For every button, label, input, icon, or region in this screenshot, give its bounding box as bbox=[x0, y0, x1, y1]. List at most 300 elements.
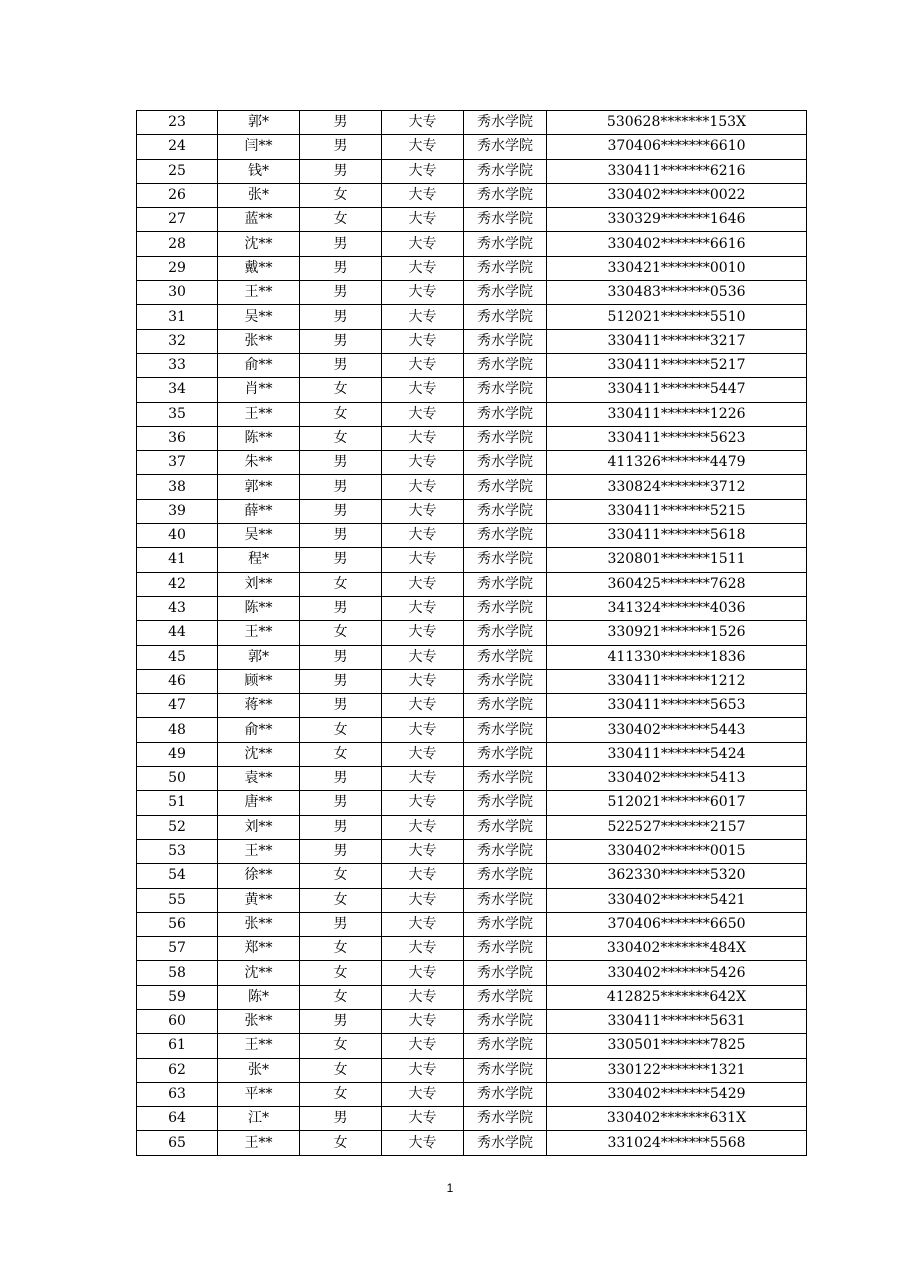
name-cell: 蒋** bbox=[218, 694, 300, 718]
education-cell: 大专 bbox=[382, 694, 464, 718]
id-number-cell: 330411*******5623 bbox=[547, 426, 807, 450]
roster-body bbox=[137, 111, 807, 1156]
id-number-cell: 330411*******5631 bbox=[547, 1009, 807, 1033]
row-number-cell: 47 bbox=[137, 694, 218, 718]
id-number-cell: 512021*******6017 bbox=[547, 791, 807, 815]
name-cell: 顾** bbox=[218, 669, 300, 693]
table-row bbox=[137, 937, 807, 961]
student-roster-table bbox=[136, 110, 807, 1156]
gender-cell: 男 bbox=[300, 256, 382, 280]
school-cell: 秀水学院 bbox=[464, 1107, 547, 1131]
school-cell: 秀水学院 bbox=[464, 645, 547, 669]
school-cell: 秀水学院 bbox=[464, 524, 547, 548]
row-number-cell: 29 bbox=[137, 256, 218, 280]
name-cell: 平** bbox=[218, 1082, 300, 1106]
row-number-cell: 65 bbox=[137, 1131, 218, 1155]
school-cell: 秀水学院 bbox=[464, 548, 547, 572]
table-row bbox=[137, 281, 807, 305]
gender-cell: 男 bbox=[300, 499, 382, 523]
row-number-cell: 63 bbox=[137, 1082, 218, 1106]
education-cell: 大专 bbox=[382, 159, 464, 183]
education-cell: 大专 bbox=[382, 451, 464, 475]
gender-cell: 女 bbox=[300, 985, 382, 1009]
name-cell: 徐** bbox=[218, 864, 300, 888]
table-row bbox=[137, 183, 807, 207]
education-cell: 大专 bbox=[382, 864, 464, 888]
table-row bbox=[137, 694, 807, 718]
name-cell: 袁** bbox=[218, 767, 300, 791]
table-row bbox=[137, 475, 807, 499]
education-cell: 大专 bbox=[382, 888, 464, 912]
page-number: 1 bbox=[446, 1181, 454, 1195]
row-number-cell: 27 bbox=[137, 208, 218, 232]
id-number-cell: 330402*******6616 bbox=[547, 232, 807, 256]
education-cell: 大专 bbox=[382, 475, 464, 499]
name-cell: 刘** bbox=[218, 815, 300, 839]
gender-cell: 女 bbox=[300, 937, 382, 961]
row-number-cell: 53 bbox=[137, 839, 218, 863]
id-number-cell: 330411*******5215 bbox=[547, 499, 807, 523]
table-row bbox=[137, 888, 807, 912]
education-cell: 大专 bbox=[382, 912, 464, 936]
education-cell: 大专 bbox=[382, 183, 464, 207]
table-row bbox=[137, 961, 807, 985]
name-cell: 郭** bbox=[218, 475, 300, 499]
school-cell: 秀水学院 bbox=[464, 888, 547, 912]
name-cell: 沈** bbox=[218, 961, 300, 985]
school-cell: 秀水学院 bbox=[464, 159, 547, 183]
table-row bbox=[137, 645, 807, 669]
gender-cell: 男 bbox=[300, 524, 382, 548]
education-cell: 大专 bbox=[382, 329, 464, 353]
gender-cell: 男 bbox=[300, 353, 382, 377]
name-cell: 沈** bbox=[218, 742, 300, 766]
table-row bbox=[137, 451, 807, 475]
row-number-cell: 39 bbox=[137, 499, 218, 523]
table-row bbox=[137, 864, 807, 888]
gender-cell: 男 bbox=[300, 135, 382, 159]
table-row bbox=[137, 499, 807, 523]
row-number-cell: 32 bbox=[137, 329, 218, 353]
gender-cell: 男 bbox=[300, 791, 382, 815]
education-cell: 大专 bbox=[382, 232, 464, 256]
gender-cell: 男 bbox=[300, 645, 382, 669]
education-cell: 大专 bbox=[382, 1058, 464, 1082]
id-number-cell: 330411*******1226 bbox=[547, 402, 807, 426]
id-number-cell: 330411*******5618 bbox=[547, 524, 807, 548]
row-number-cell: 42 bbox=[137, 572, 218, 596]
row-number-cell: 60 bbox=[137, 1009, 218, 1033]
education-cell: 大专 bbox=[382, 1034, 464, 1058]
table-row bbox=[137, 621, 807, 645]
table-row bbox=[137, 985, 807, 1009]
name-cell: 郑** bbox=[218, 937, 300, 961]
row-number-cell: 61 bbox=[137, 1034, 218, 1058]
education-cell: 大专 bbox=[382, 426, 464, 450]
id-number-cell: 362330*******5320 bbox=[547, 864, 807, 888]
education-cell: 大专 bbox=[382, 208, 464, 232]
gender-cell: 男 bbox=[300, 548, 382, 572]
gender-cell: 男 bbox=[300, 111, 382, 135]
id-number-cell: 330402*******0015 bbox=[547, 839, 807, 863]
table-row bbox=[137, 1082, 807, 1106]
id-number-cell: 330411*******3217 bbox=[547, 329, 807, 353]
id-number-cell: 522527*******2157 bbox=[547, 815, 807, 839]
id-number-cell: 330402*******5421 bbox=[547, 888, 807, 912]
id-number-cell: 330411*******1212 bbox=[547, 669, 807, 693]
row-number-cell: 52 bbox=[137, 815, 218, 839]
id-number-cell: 330329*******1646 bbox=[547, 208, 807, 232]
name-cell: 王** bbox=[218, 839, 300, 863]
education-cell: 大专 bbox=[382, 402, 464, 426]
education-cell: 大专 bbox=[382, 353, 464, 377]
school-cell: 秀水学院 bbox=[464, 353, 547, 377]
name-cell: 张* bbox=[218, 183, 300, 207]
table-row bbox=[137, 596, 807, 620]
school-cell: 秀水学院 bbox=[464, 961, 547, 985]
id-number-cell: 530628*******153X bbox=[547, 111, 807, 135]
row-number-cell: 59 bbox=[137, 985, 218, 1009]
table-row bbox=[137, 232, 807, 256]
school-cell: 秀水学院 bbox=[464, 256, 547, 280]
table-row bbox=[137, 718, 807, 742]
name-cell: 吴** bbox=[218, 305, 300, 329]
education-cell: 大专 bbox=[382, 135, 464, 159]
id-number-cell: 412825*******642X bbox=[547, 985, 807, 1009]
name-cell: 蓝** bbox=[218, 208, 300, 232]
school-cell: 秀水学院 bbox=[464, 596, 547, 620]
gender-cell: 女 bbox=[300, 742, 382, 766]
id-number-cell: 330402*******484X bbox=[547, 937, 807, 961]
id-number-cell: 331024*******5568 bbox=[547, 1131, 807, 1155]
name-cell: 薛** bbox=[218, 499, 300, 523]
education-cell: 大专 bbox=[382, 1009, 464, 1033]
school-cell: 秀水学院 bbox=[464, 839, 547, 863]
name-cell: 王** bbox=[218, 1131, 300, 1155]
table-row bbox=[137, 815, 807, 839]
id-number-cell: 330402*******5426 bbox=[547, 961, 807, 985]
school-cell: 秀水学院 bbox=[464, 402, 547, 426]
row-number-cell: 49 bbox=[137, 742, 218, 766]
school-cell: 秀水学院 bbox=[464, 669, 547, 693]
id-number-cell: 330483*******0536 bbox=[547, 281, 807, 305]
school-cell: 秀水学院 bbox=[464, 1058, 547, 1082]
name-cell: 俞** bbox=[218, 353, 300, 377]
row-number-cell: 44 bbox=[137, 621, 218, 645]
row-number-cell: 62 bbox=[137, 1058, 218, 1082]
id-number-cell: 330402*******5413 bbox=[547, 767, 807, 791]
table-row bbox=[137, 208, 807, 232]
gender-cell: 男 bbox=[300, 159, 382, 183]
gender-cell: 男 bbox=[300, 305, 382, 329]
row-number-cell: 25 bbox=[137, 159, 218, 183]
school-cell: 秀水学院 bbox=[464, 208, 547, 232]
education-cell: 大专 bbox=[382, 791, 464, 815]
gender-cell: 女 bbox=[300, 961, 382, 985]
id-number-cell: 330824*******3712 bbox=[547, 475, 807, 499]
table-row bbox=[137, 742, 807, 766]
name-cell: 郭* bbox=[218, 645, 300, 669]
table-row bbox=[137, 1058, 807, 1082]
education-cell: 大专 bbox=[382, 718, 464, 742]
name-cell: 沈** bbox=[218, 232, 300, 256]
school-cell: 秀水学院 bbox=[464, 864, 547, 888]
table-row bbox=[137, 159, 807, 183]
table-row bbox=[137, 767, 807, 791]
education-cell: 大专 bbox=[382, 937, 464, 961]
school-cell: 秀水学院 bbox=[464, 135, 547, 159]
school-cell: 秀水学院 bbox=[464, 111, 547, 135]
education-cell: 大专 bbox=[382, 256, 464, 280]
gender-cell: 男 bbox=[300, 815, 382, 839]
gender-cell: 女 bbox=[300, 1034, 382, 1058]
table-row bbox=[137, 1034, 807, 1058]
education-cell: 大专 bbox=[382, 669, 464, 693]
school-cell: 秀水学院 bbox=[464, 1034, 547, 1058]
education-cell: 大专 bbox=[382, 767, 464, 791]
id-number-cell: 360425*******7628 bbox=[547, 572, 807, 596]
school-cell: 秀水学院 bbox=[464, 937, 547, 961]
id-number-cell: 330402*******0022 bbox=[547, 183, 807, 207]
row-number-cell: 26 bbox=[137, 183, 218, 207]
gender-cell: 女 bbox=[300, 864, 382, 888]
name-cell: 陈** bbox=[218, 596, 300, 620]
id-number-cell: 330411*******5653 bbox=[547, 694, 807, 718]
education-cell: 大专 bbox=[382, 378, 464, 402]
school-cell: 秀水学院 bbox=[464, 985, 547, 1009]
school-cell: 秀水学院 bbox=[464, 305, 547, 329]
name-cell: 肖** bbox=[218, 378, 300, 402]
name-cell: 黄** bbox=[218, 888, 300, 912]
row-number-cell: 37 bbox=[137, 451, 218, 475]
school-cell: 秀水学院 bbox=[464, 183, 547, 207]
name-cell: 钱* bbox=[218, 159, 300, 183]
row-number-cell: 45 bbox=[137, 645, 218, 669]
table-row bbox=[137, 1107, 807, 1131]
row-number-cell: 24 bbox=[137, 135, 218, 159]
name-cell: 陈* bbox=[218, 985, 300, 1009]
school-cell: 秀水学院 bbox=[464, 767, 547, 791]
school-cell: 秀水学院 bbox=[464, 742, 547, 766]
education-cell: 大专 bbox=[382, 572, 464, 596]
gender-cell: 女 bbox=[300, 718, 382, 742]
gender-cell: 女 bbox=[300, 1058, 382, 1082]
table-row bbox=[137, 572, 807, 596]
name-cell: 陈** bbox=[218, 426, 300, 450]
school-cell: 秀水学院 bbox=[464, 718, 547, 742]
table-row bbox=[137, 329, 807, 353]
id-number-cell: 330411*******5447 bbox=[547, 378, 807, 402]
table-row bbox=[137, 402, 807, 426]
table-row bbox=[137, 524, 807, 548]
row-number-cell: 51 bbox=[137, 791, 218, 815]
table-row bbox=[137, 353, 807, 377]
school-cell: 秀水学院 bbox=[464, 1009, 547, 1033]
table-row bbox=[137, 839, 807, 863]
table-row bbox=[137, 378, 807, 402]
table-row bbox=[137, 669, 807, 693]
row-number-cell: 57 bbox=[137, 937, 218, 961]
education-cell: 大专 bbox=[382, 985, 464, 1009]
row-number-cell: 56 bbox=[137, 912, 218, 936]
row-number-cell: 30 bbox=[137, 281, 218, 305]
gender-cell: 女 bbox=[300, 1082, 382, 1106]
gender-cell: 男 bbox=[300, 767, 382, 791]
row-number-cell: 34 bbox=[137, 378, 218, 402]
row-number-cell: 46 bbox=[137, 669, 218, 693]
name-cell: 闫** bbox=[218, 135, 300, 159]
name-cell: 王** bbox=[218, 621, 300, 645]
school-cell: 秀水学院 bbox=[464, 621, 547, 645]
education-cell: 大专 bbox=[382, 621, 464, 645]
id-number-cell: 330411*******5217 bbox=[547, 353, 807, 377]
table-row bbox=[137, 135, 807, 159]
gender-cell: 女 bbox=[300, 621, 382, 645]
id-number-cell: 330411*******5424 bbox=[547, 742, 807, 766]
gender-cell: 男 bbox=[300, 694, 382, 718]
id-number-cell: 512021*******5510 bbox=[547, 305, 807, 329]
school-cell: 秀水学院 bbox=[464, 475, 547, 499]
gender-cell: 女 bbox=[300, 1131, 382, 1155]
name-cell: 唐** bbox=[218, 791, 300, 815]
table-row bbox=[137, 111, 807, 135]
table-row bbox=[137, 548, 807, 572]
school-cell: 秀水学院 bbox=[464, 572, 547, 596]
id-number-cell: 370406*******6650 bbox=[547, 912, 807, 936]
row-number-cell: 55 bbox=[137, 888, 218, 912]
name-cell: 俞** bbox=[218, 718, 300, 742]
school-cell: 秀水学院 bbox=[464, 1082, 547, 1106]
id-number-cell: 411330*******1836 bbox=[547, 645, 807, 669]
school-cell: 秀水学院 bbox=[464, 1131, 547, 1155]
row-number-cell: 64 bbox=[137, 1107, 218, 1131]
table-row bbox=[137, 305, 807, 329]
row-number-cell: 31 bbox=[137, 305, 218, 329]
gender-cell: 男 bbox=[300, 451, 382, 475]
id-number-cell: 370406*******6610 bbox=[547, 135, 807, 159]
gender-cell: 女 bbox=[300, 378, 382, 402]
id-number-cell: 330402*******631X bbox=[547, 1107, 807, 1131]
id-number-cell: 330501*******7825 bbox=[547, 1034, 807, 1058]
education-cell: 大专 bbox=[382, 305, 464, 329]
gender-cell: 男 bbox=[300, 329, 382, 353]
gender-cell: 女 bbox=[300, 183, 382, 207]
table-row bbox=[137, 1009, 807, 1033]
row-number-cell: 23 bbox=[137, 111, 218, 135]
education-cell: 大专 bbox=[382, 1131, 464, 1155]
name-cell: 王** bbox=[218, 1034, 300, 1058]
school-cell: 秀水学院 bbox=[464, 499, 547, 523]
row-number-cell: 38 bbox=[137, 475, 218, 499]
education-cell: 大专 bbox=[382, 499, 464, 523]
name-cell: 张* bbox=[218, 1058, 300, 1082]
name-cell: 王** bbox=[218, 402, 300, 426]
name-cell: 张** bbox=[218, 329, 300, 353]
school-cell: 秀水学院 bbox=[464, 232, 547, 256]
school-cell: 秀水学院 bbox=[464, 426, 547, 450]
name-cell: 朱** bbox=[218, 451, 300, 475]
education-cell: 大专 bbox=[382, 524, 464, 548]
row-number-cell: 35 bbox=[137, 402, 218, 426]
table-row bbox=[137, 912, 807, 936]
row-number-cell: 54 bbox=[137, 864, 218, 888]
gender-cell: 男 bbox=[300, 281, 382, 305]
id-number-cell: 411326*******4479 bbox=[547, 451, 807, 475]
id-number-cell: 330421*******0010 bbox=[547, 256, 807, 280]
school-cell: 秀水学院 bbox=[464, 912, 547, 936]
table-row bbox=[137, 256, 807, 280]
gender-cell: 男 bbox=[300, 1009, 382, 1033]
education-cell: 大专 bbox=[382, 645, 464, 669]
gender-cell: 男 bbox=[300, 669, 382, 693]
gender-cell: 男 bbox=[300, 839, 382, 863]
row-number-cell: 58 bbox=[137, 961, 218, 985]
education-cell: 大专 bbox=[382, 961, 464, 985]
gender-cell: 女 bbox=[300, 888, 382, 912]
education-cell: 大专 bbox=[382, 548, 464, 572]
gender-cell: 男 bbox=[300, 232, 382, 256]
gender-cell: 男 bbox=[300, 475, 382, 499]
id-number-cell: 341324*******4036 bbox=[547, 596, 807, 620]
education-cell: 大专 bbox=[382, 815, 464, 839]
name-cell: 张** bbox=[218, 912, 300, 936]
education-cell: 大专 bbox=[382, 111, 464, 135]
table-row bbox=[137, 791, 807, 815]
name-cell: 刘** bbox=[218, 572, 300, 596]
id-number-cell: 330122*******1321 bbox=[547, 1058, 807, 1082]
row-number-cell: 33 bbox=[137, 353, 218, 377]
gender-cell: 男 bbox=[300, 596, 382, 620]
row-number-cell: 43 bbox=[137, 596, 218, 620]
school-cell: 秀水学院 bbox=[464, 451, 547, 475]
name-cell: 王** bbox=[218, 281, 300, 305]
table-row bbox=[137, 1131, 807, 1155]
school-cell: 秀水学院 bbox=[464, 378, 547, 402]
id-number-cell: 330921*******1526 bbox=[547, 621, 807, 645]
school-cell: 秀水学院 bbox=[464, 281, 547, 305]
school-cell: 秀水学院 bbox=[464, 329, 547, 353]
education-cell: 大专 bbox=[382, 1082, 464, 1106]
name-cell: 吴** bbox=[218, 524, 300, 548]
gender-cell: 女 bbox=[300, 402, 382, 426]
education-cell: 大专 bbox=[382, 1107, 464, 1131]
name-cell: 戴** bbox=[218, 256, 300, 280]
table-row bbox=[137, 426, 807, 450]
id-number-cell: 330402*******5443 bbox=[547, 718, 807, 742]
name-cell: 张** bbox=[218, 1009, 300, 1033]
id-number-cell: 320801*******1511 bbox=[547, 548, 807, 572]
education-cell: 大专 bbox=[382, 839, 464, 863]
name-cell: 江* bbox=[218, 1107, 300, 1131]
row-number-cell: 40 bbox=[137, 524, 218, 548]
gender-cell: 男 bbox=[300, 912, 382, 936]
row-number-cell: 28 bbox=[137, 232, 218, 256]
education-cell: 大专 bbox=[382, 596, 464, 620]
row-number-cell: 36 bbox=[137, 426, 218, 450]
row-number-cell: 48 bbox=[137, 718, 218, 742]
name-cell: 郭* bbox=[218, 111, 300, 135]
school-cell: 秀水学院 bbox=[464, 815, 547, 839]
row-number-cell: 41 bbox=[137, 548, 218, 572]
id-number-cell: 330402*******5429 bbox=[547, 1082, 807, 1106]
school-cell: 秀水学院 bbox=[464, 791, 547, 815]
school-cell: 秀水学院 bbox=[464, 694, 547, 718]
name-cell: 程* bbox=[218, 548, 300, 572]
gender-cell: 女 bbox=[300, 572, 382, 596]
row-number-cell: 50 bbox=[137, 767, 218, 791]
education-cell: 大专 bbox=[382, 742, 464, 766]
gender-cell: 男 bbox=[300, 1107, 382, 1131]
